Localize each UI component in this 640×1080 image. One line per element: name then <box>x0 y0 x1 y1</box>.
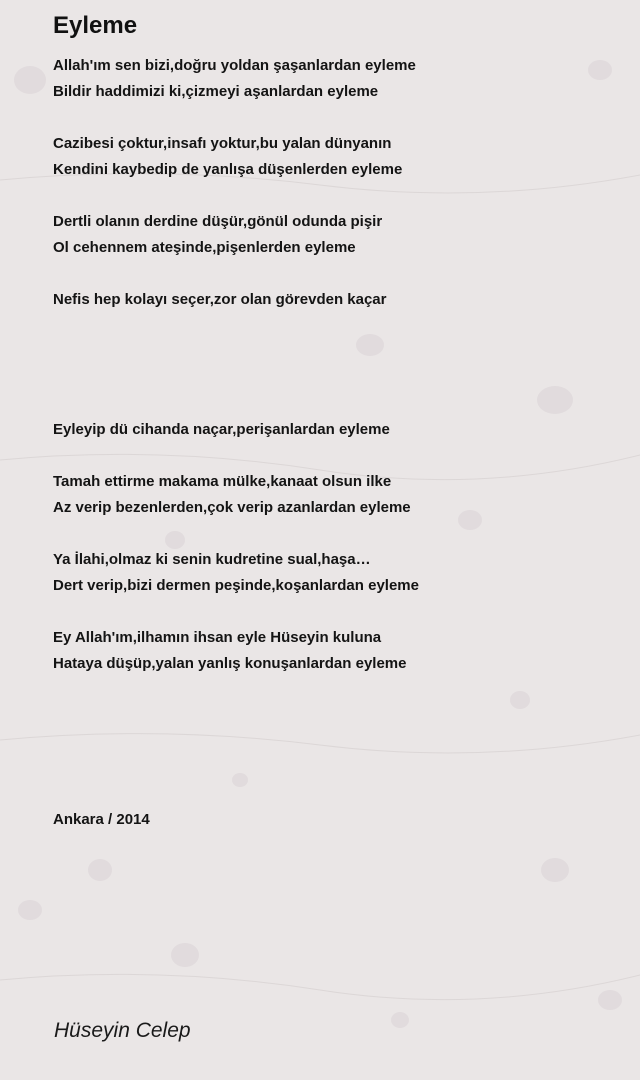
stanza-gap <box>53 443 613 469</box>
poem-line: Ol cehennem ateşinde,pişenlerden eyleme <box>53 239 356 256</box>
poem-line: Eyleyip dü cihanda naçar,perişanlardan eyleme <box>53 421 390 438</box>
poem-line: Ey Allah'ım,ilhamın ihsan eyle Hüseyin kuluna <box>53 629 382 646</box>
stanza-gap <box>53 183 613 209</box>
stanza-gap <box>53 729 613 755</box>
stanza-gap <box>53 105 613 131</box>
poem-line: Cazibesi çoktur,insafı yoktur,bu yalan dünyanın <box>53 135 392 152</box>
poem-line: Ya İlahi,olmaz ki senin kudretine sual,haşa… <box>53 551 371 568</box>
stanza-gap <box>53 703 613 729</box>
stanza-gap <box>53 677 613 703</box>
stanza-gap <box>53 755 613 781</box>
poem-body <box>53 53 613 833</box>
poem-line: Nefis hep kolayı seçer,zor olan görevden kaçar <box>53 291 387 308</box>
stanza-gap <box>53 599 613 625</box>
poem-line: Ankara / 2014 <box>53 811 150 828</box>
stanza-gap <box>53 339 613 365</box>
poem-line: Kendini kaybedip de yanlışa düşenlerden eyleme <box>53 161 403 178</box>
poem-line: Dert verip,bizi dermen peşinde,koşanlardan eyleme <box>53 577 419 594</box>
poem-title: Eyleme <box>53 12 138 39</box>
poem-author: Hüseyin Celep <box>54 1019 191 1042</box>
poem-line: Bildir haddimizi ki,çizmeyi aşanlardan eyleme <box>53 83 379 100</box>
stanza-gap <box>53 365 613 391</box>
poem-line: Hataya düşüp,yalan yanlış konuşanlardan eyleme <box>53 655 407 672</box>
poem-line: Tamah ettirme makama mülke,kanaat olsun ilke <box>53 473 392 490</box>
stanza-gap <box>53 391 613 417</box>
stanza-gap <box>53 781 613 807</box>
stanza-gap <box>53 521 613 547</box>
stanza-gap <box>53 261 613 287</box>
poem-line: Dertli olanın derdine düşür,gönül odunda pişir <box>53 213 383 230</box>
poem-line: Az verip bezenlerden,çok verip azanlardan eyleme <box>53 499 411 516</box>
poem-line: Allah'ım sen bizi,doğru yoldan şaşanlardan eyleme <box>53 57 416 74</box>
stanza-gap <box>53 313 613 339</box>
